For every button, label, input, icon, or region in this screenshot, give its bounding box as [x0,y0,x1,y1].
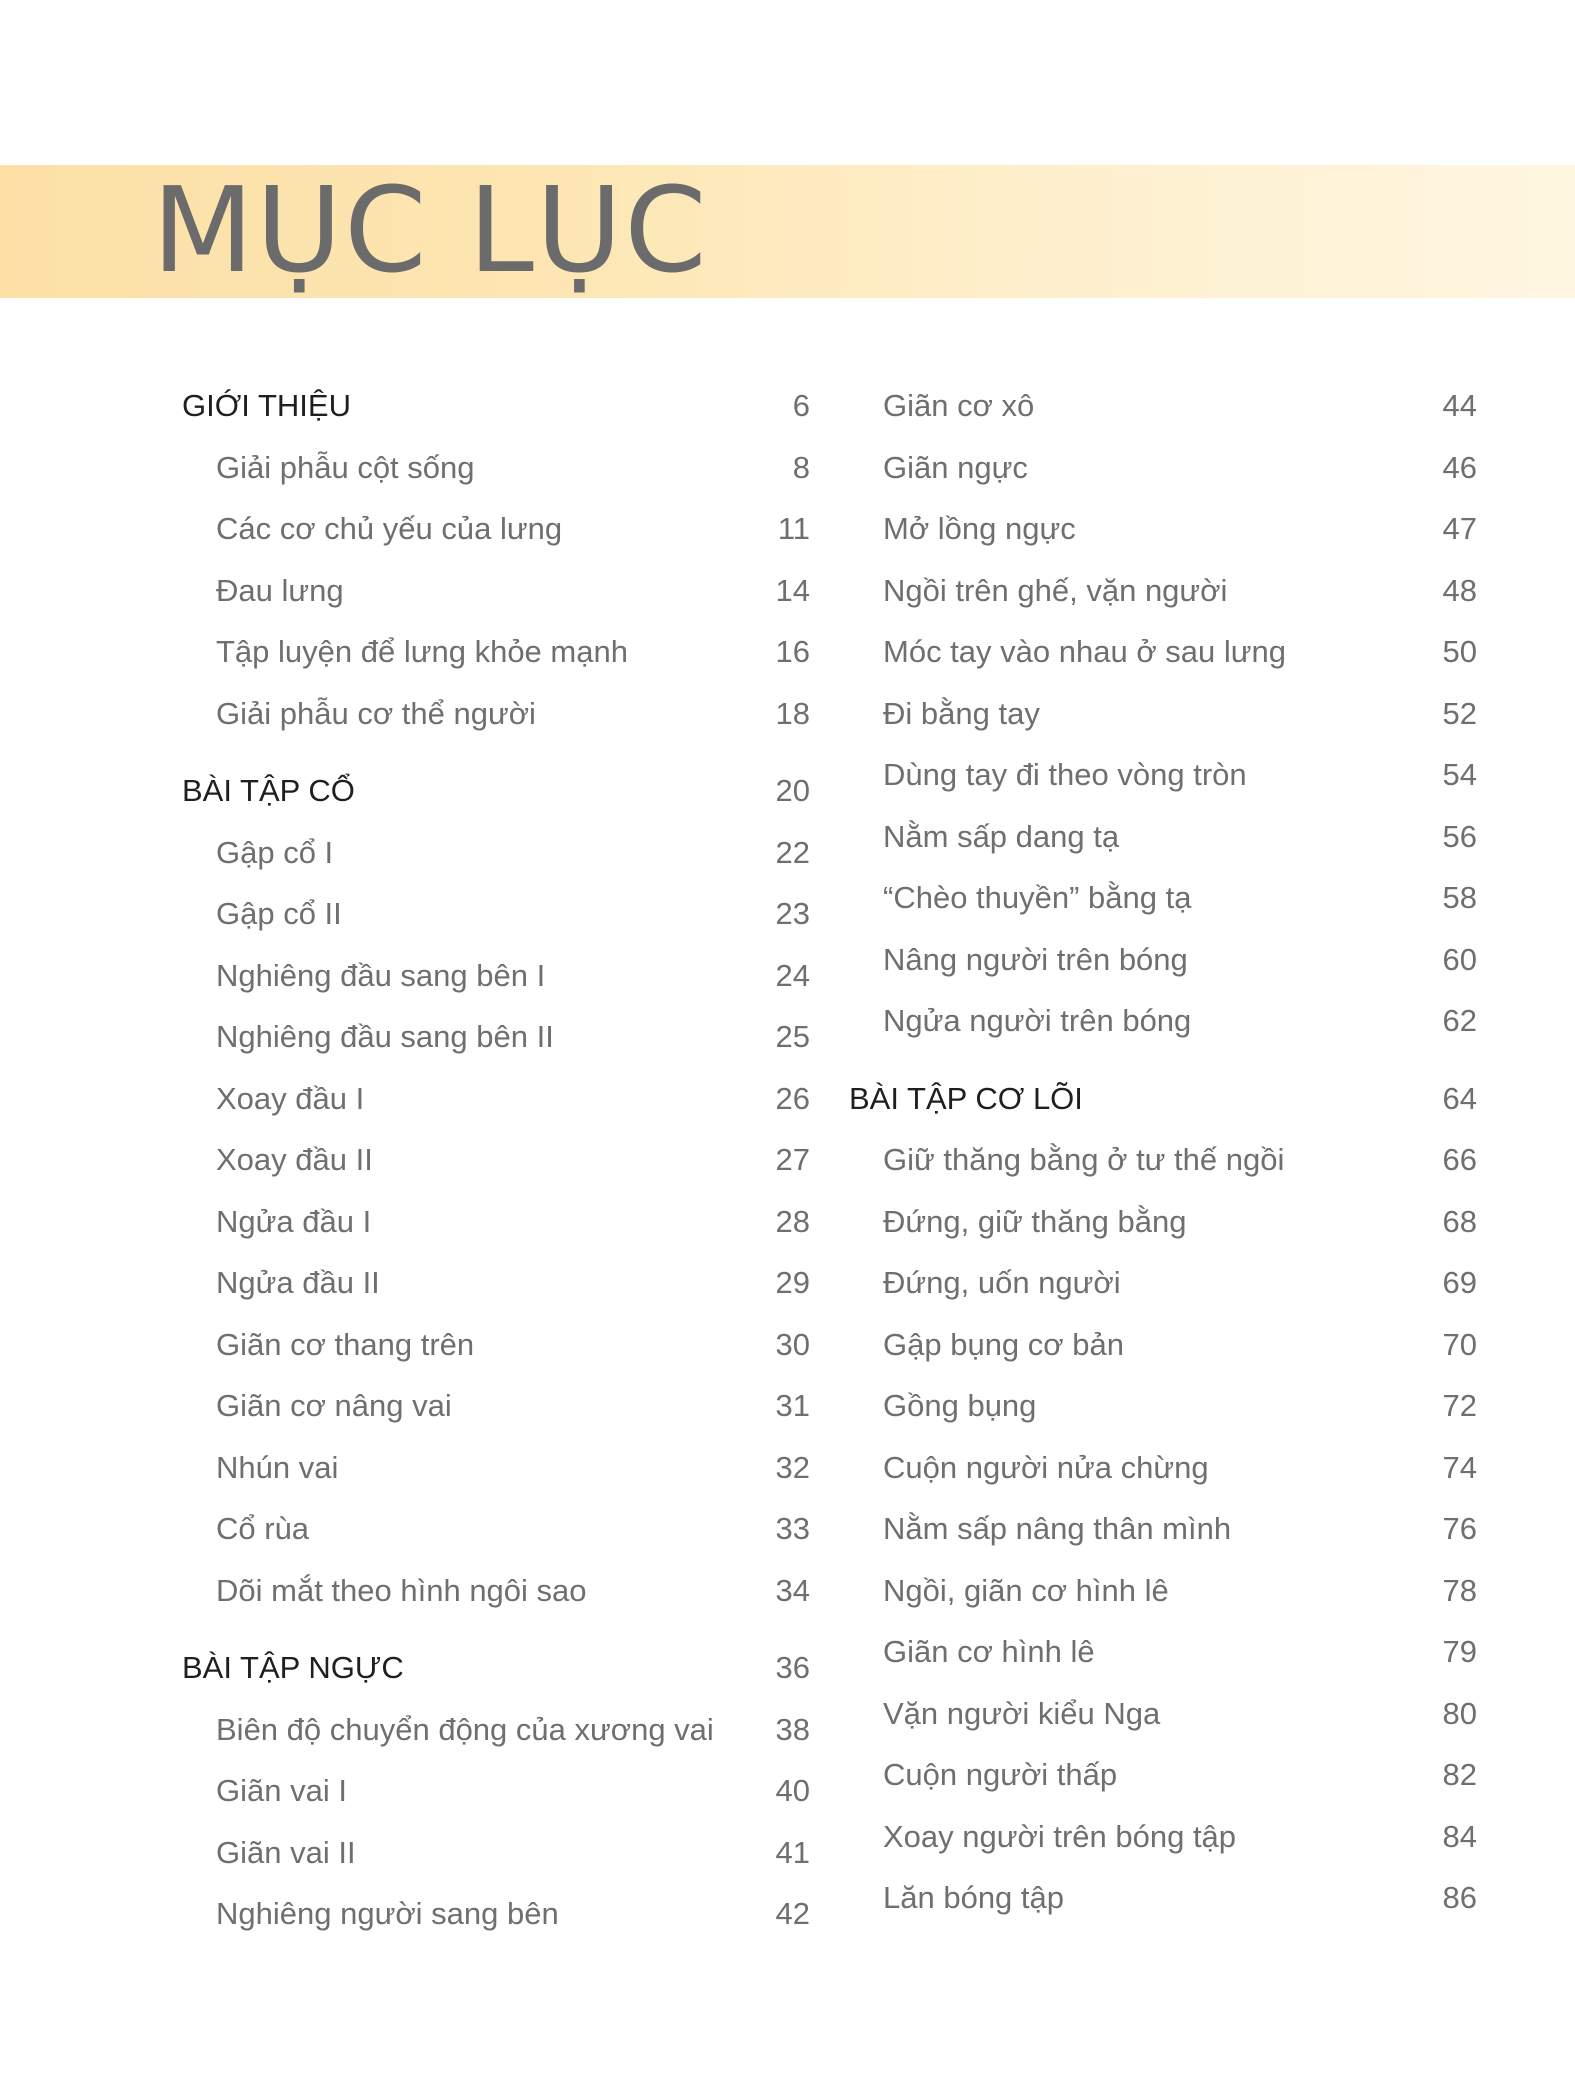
toc-entry[interactable] [182,630,810,692]
entry-title: Ngửa người trên bóng [883,1003,1192,1038]
entry-title: Cổ rùa [216,1511,310,1546]
toc-entry[interactable] [849,1261,1477,1323]
page-number: 76 [1442,1511,1477,1546]
toc-entry[interactable] [849,384,1477,446]
page-number: 47 [1442,511,1477,546]
entry-title: Đau lưng [216,572,344,608]
toc-entry[interactable] [182,1831,810,1893]
toc-entry[interactable] [849,1323,1477,1385]
entry-title: Cuộn người nửa chừng [883,1449,1209,1485]
entry-title: Ngồi, giãn cơ hình lê [883,1572,1169,1608]
toc-entry[interactable] [849,507,1477,569]
page-number: 56 [1442,818,1477,854]
page-number: 23 [775,896,810,931]
entry-title: Mở lồng ngực [883,511,1076,546]
toc-entry[interactable] [182,569,810,631]
entry-title: Giãn vai I [216,1773,347,1808]
entry-title: Nghiêng người sang bên [216,1896,559,1931]
entry-title: Nằm sấp nâng thân mình [883,1511,1232,1546]
entry-title: Nằm sấp dang tạ [883,818,1120,854]
toc-entry[interactable] [849,446,1477,508]
entry-title: Ngửa đầu II [216,1265,380,1300]
toc-entry[interactable] [849,1753,1477,1815]
toc-entry[interactable] [849,1630,1477,1692]
page-number: 34 [775,1572,810,1608]
toc-entry[interactable] [182,1892,810,1954]
entry-title: Lăn bóng tập [883,1880,1065,1915]
section-title: BÀI TẬP CƠ LÕI [849,1080,1083,1116]
page-number: 79 [1442,1634,1477,1669]
entry-title: Dõi mắt theo hình ngôi sao [216,1572,587,1608]
entry-title: Giữ thăng bằng ở tư thế ngồi [883,1142,1285,1177]
entry-title: Xoay đầu I [216,1080,365,1116]
toc-entry[interactable] [182,1569,810,1631]
page-number: 33 [775,1511,810,1546]
toc-entry[interactable] [182,1261,810,1323]
entry-title: Gập cổ I [216,834,334,870]
toc-entry[interactable] [182,1708,810,1770]
page-number: 54 [1442,757,1477,792]
page-number: 29 [775,1265,810,1300]
page-number: 58 [1442,880,1477,915]
page-number: 8 [792,449,810,485]
page-number: 38 [775,1711,810,1747]
entry-title: Biên độ chuyển động của xương vai [216,1711,714,1747]
section-title: GIỚI THIỆU [182,388,351,423]
toc-entry[interactable] [182,1446,810,1508]
toc-entry[interactable] [849,1692,1477,1754]
toc-entry[interactable] [182,692,810,754]
toc-entry[interactable] [849,999,1477,1061]
entry-title: Ngửa đầu I [216,1203,372,1239]
page-number: 14 [775,572,810,608]
entry-title: Giãn cơ nâng vai [216,1388,452,1423]
page-number: 66 [1442,1142,1477,1177]
toc-entry[interactable] [849,1446,1477,1508]
page-number: 52 [1442,695,1477,731]
toc-entry[interactable] [182,507,810,569]
toc-entry[interactable] [849,876,1477,938]
page-number: 20 [775,773,810,808]
page-number: 31 [775,1388,810,1423]
page-number: 36 [775,1650,810,1685]
section-title: BÀI TẬP NGỰC [182,1650,404,1685]
page-number: 6 [792,388,810,423]
entry-title: Giãn cơ hình lê [883,1634,1095,1669]
entry-title: Giãn ngực [883,449,1028,485]
toc-entry[interactable] [849,1138,1477,1200]
toc-entry[interactable] [849,938,1477,1000]
page-number: 11 [777,511,810,546]
page-title: MỤC LỤC [152,161,709,299]
entry-title: Xoay đầu II [216,1142,373,1177]
toc-entry[interactable] [849,1569,1477,1631]
toc-entry[interactable] [849,1815,1477,1877]
page-number: 42 [775,1896,810,1931]
entry-title: Đi bằng tay [883,695,1040,731]
entry-title: Cuộn người thấp [883,1757,1118,1792]
toc-entry[interactable] [849,1384,1477,1446]
entry-title: Giãn cơ thang trên [216,1326,475,1362]
page-number: 72 [1442,1388,1477,1423]
entry-title: Nâng người trên bóng [883,941,1188,977]
page-number: 26 [775,1080,810,1116]
entry-title: Móc tay vào nhau ở sau lưng [883,634,1286,669]
entry-title: Nhún vai [216,1449,339,1485]
toc-section-heading[interactable] [849,1077,1477,1139]
toc-entry[interactable] [849,753,1477,815]
toc-entry[interactable] [182,1200,810,1262]
toc-entry[interactable] [182,1138,810,1200]
page-number: 68 [1442,1203,1477,1239]
page-number: 64 [1442,1080,1477,1116]
toc-entry[interactable] [849,692,1477,754]
page-number: 30 [775,1326,810,1362]
toc-entry[interactable] [182,1384,810,1446]
toc-entry[interactable] [849,630,1477,692]
page-number: 86 [1442,1880,1477,1915]
entry-title: Gồng bụng [883,1388,1037,1423]
toc-entry[interactable] [849,569,1477,631]
page-number: 48 [1442,572,1477,608]
page-number: 78 [1442,1572,1477,1608]
page-number: 74 [1442,1449,1477,1485]
section-title: BÀI TẬP CỔ [182,773,355,808]
entry-title: Xoay người trên bóng tập [883,1818,1237,1854]
entry-title: Đứng, giữ thăng bằng [883,1203,1187,1239]
toc-entry[interactable] [849,1200,1477,1262]
toc-entry[interactable] [182,831,810,893]
toc-entry[interactable] [182,1077,810,1139]
entry-title: Nghiêng đầu sang bên II [216,1019,554,1054]
page-number: 44 [1442,388,1477,423]
page-number: 46 [1442,449,1477,485]
entry-title: Các cơ chủ yếu của lưng [216,511,563,546]
toc-left-column [182,384,810,1954]
toc-entry[interactable] [849,1507,1477,1569]
page-number: 82 [1442,1757,1477,1792]
page-number: 24 [775,957,810,993]
entry-title: Giãn vai II [216,1834,356,1870]
page-number: 16 [775,634,810,669]
page-number: 80 [1442,1695,1477,1731]
entry-title: Gập cổ II [216,896,342,931]
page-number: 62 [1442,1003,1477,1038]
toc-entry[interactable] [182,1507,810,1569]
toc-section-heading[interactable] [182,1646,810,1708]
entry-title: Giãn cơ xô [883,388,1035,423]
page-number: 18 [775,695,810,731]
page-number: 32 [775,1449,810,1485]
entry-title: Vặn người kiểu Nga [883,1695,1161,1731]
toc-section-heading[interactable] [182,384,810,446]
toc-section-heading[interactable] [182,769,810,831]
entry-title: Nghiêng đầu sang bên I [216,957,546,993]
toc-entry[interactable] [182,1323,810,1385]
toc-entry[interactable] [182,1769,810,1831]
toc-entry[interactable] [182,954,810,1016]
toc-entry[interactable] [849,815,1477,877]
entry-title: Giải phẫu cơ thể người [216,695,536,731]
page-number: 40 [775,1773,810,1808]
page-number: 69 [1442,1265,1477,1300]
toc-entry[interactable] [182,892,810,954]
page-number: 22 [775,834,810,870]
page-number: 28 [775,1203,810,1239]
page-number: 70 [1442,1326,1477,1362]
toc-right-column [849,384,1477,1938]
page-number: 25 [775,1019,810,1054]
page-number: 50 [1442,634,1477,669]
page-number: 41 [775,1834,810,1870]
toc-entry[interactable] [182,446,810,508]
toc-entry[interactable] [849,1876,1477,1938]
toc-entry[interactable] [182,1015,810,1077]
entry-title: Dùng tay đi theo vòng tròn [883,757,1247,792]
entry-title: Đứng, uốn người [883,1265,1121,1300]
entry-title: Gập bụng cơ bản [883,1326,1124,1362]
entry-title: Giải phẫu cột sống [216,449,475,485]
page-number: 84 [1442,1818,1477,1854]
page-number: 60 [1442,941,1477,977]
entry-title: “Chèo thuyền” bằng tạ [883,880,1192,915]
entry-title: Ngồi trên ghế, vặn người [883,572,1228,608]
page-number: 27 [775,1142,810,1177]
entry-title: Tập luyện để lưng khỏe mạnh [216,634,628,669]
